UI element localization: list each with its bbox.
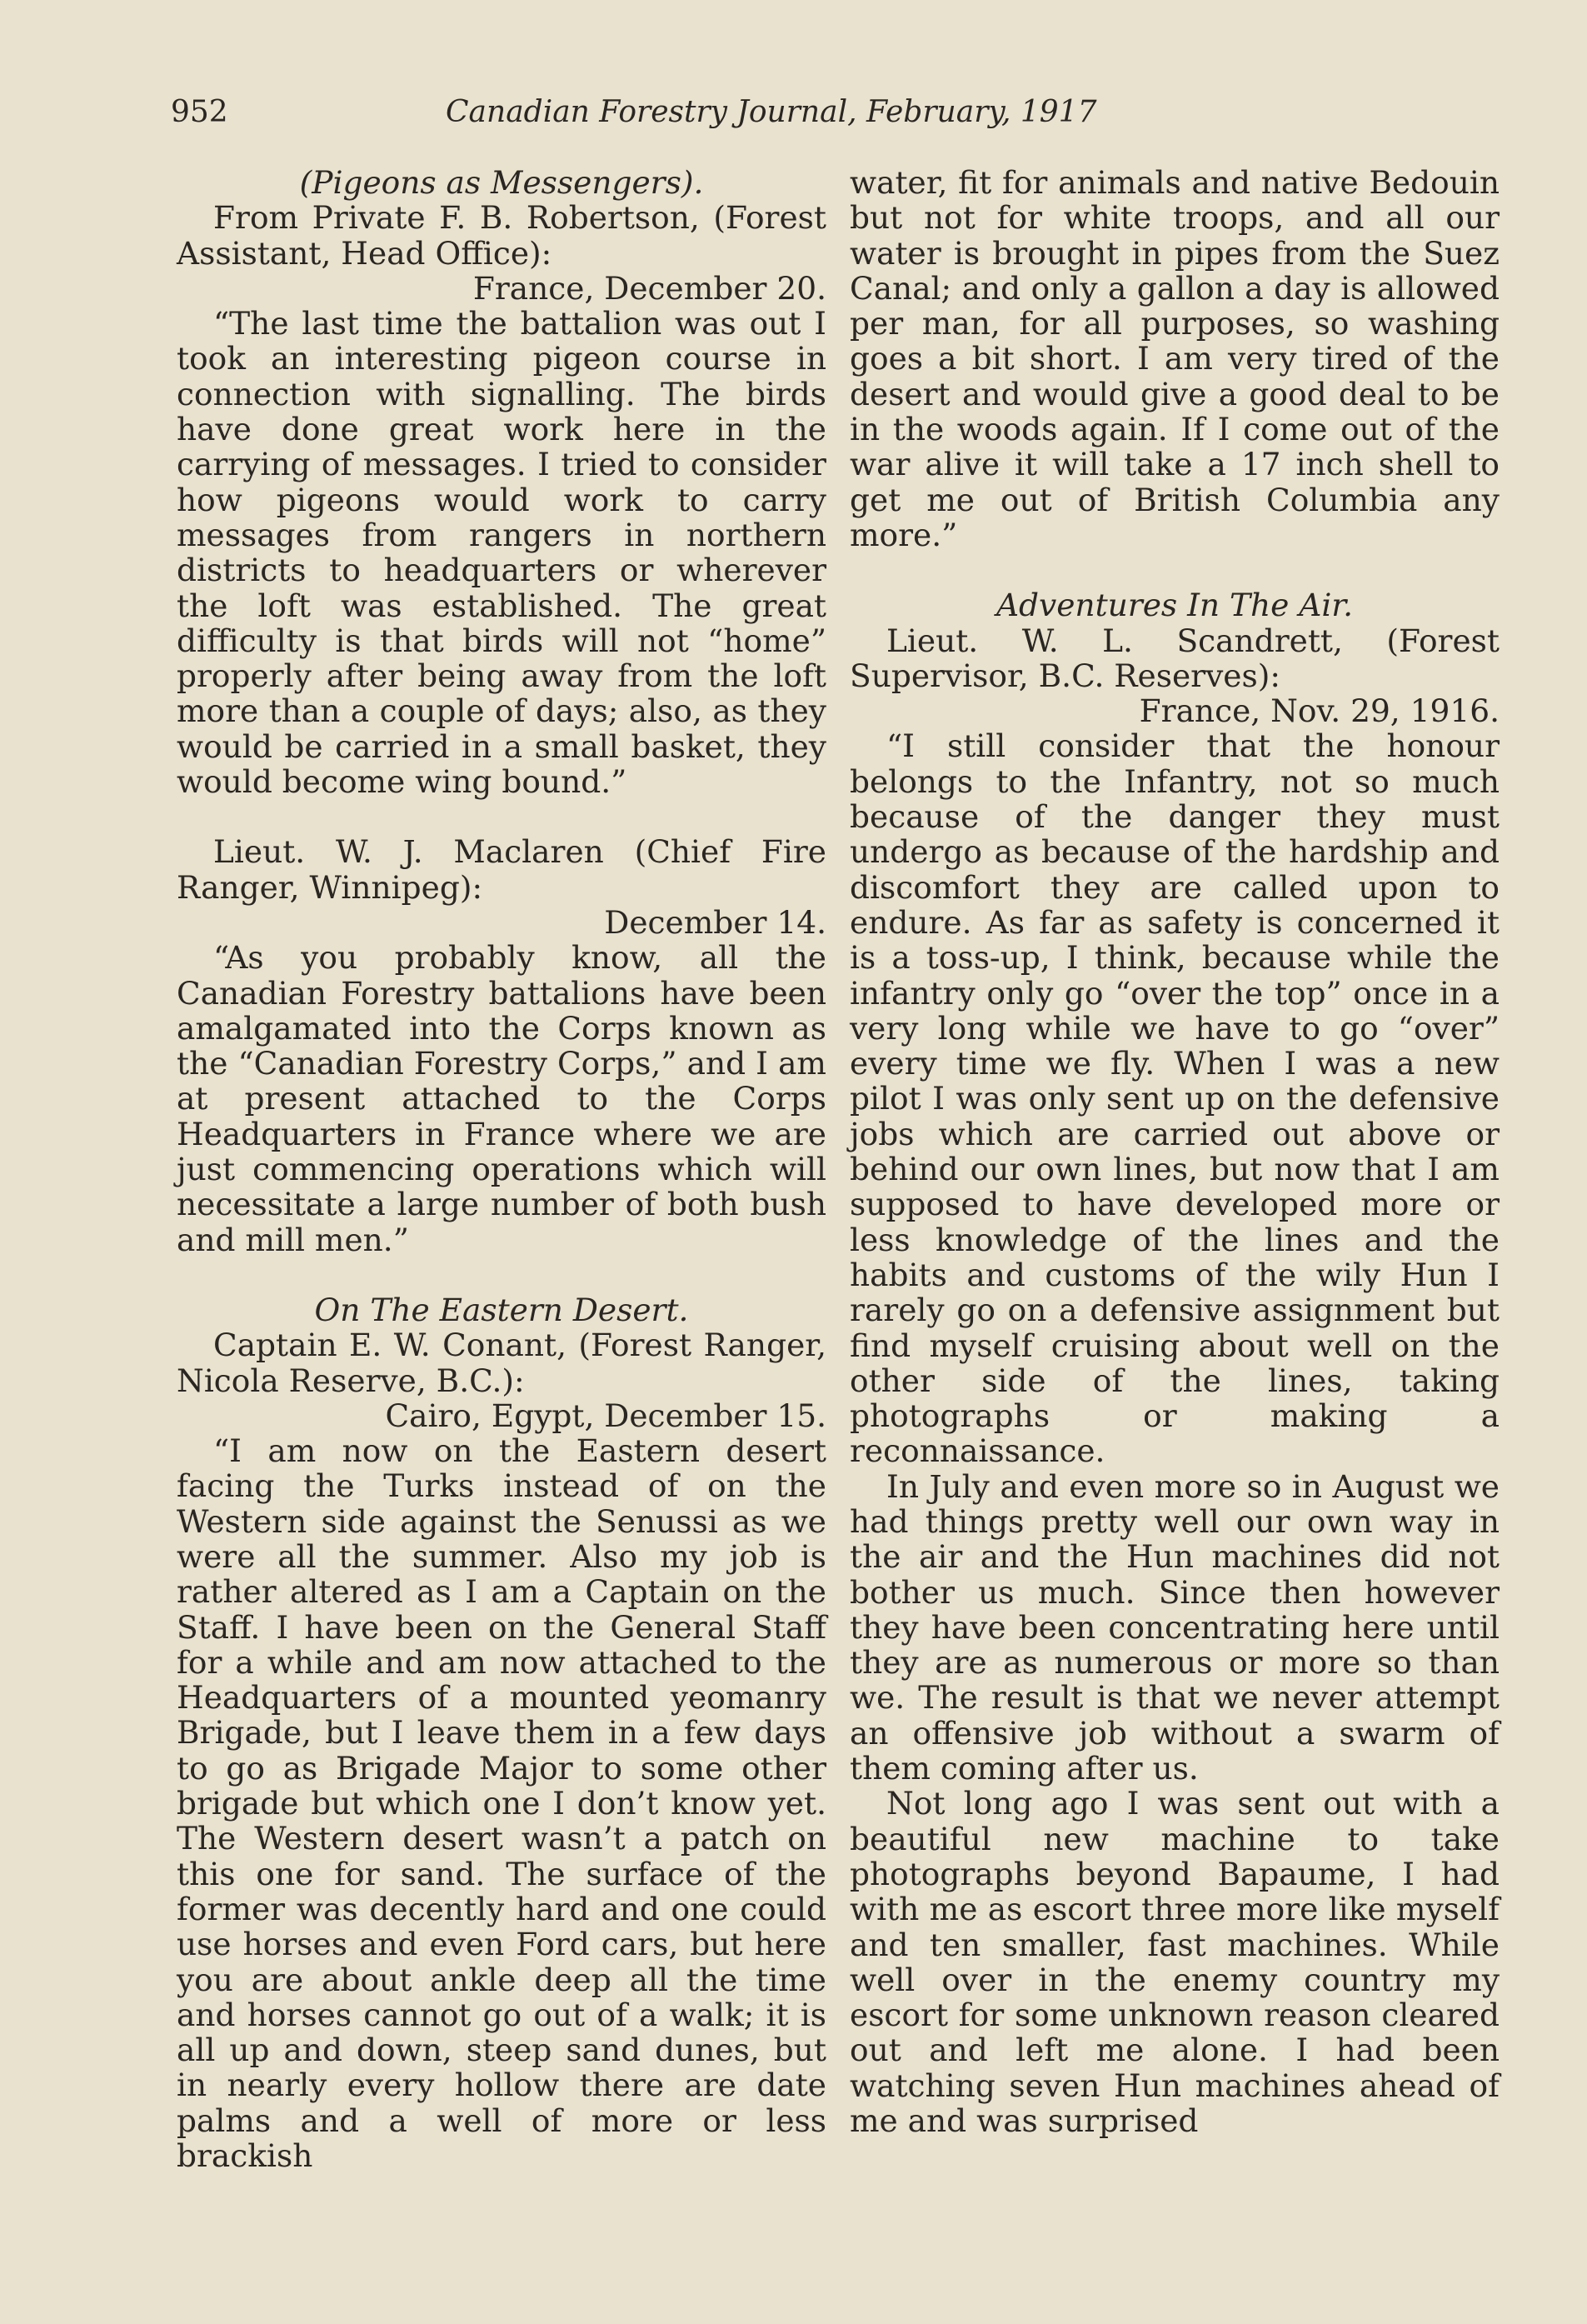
dateline-scandrett: France, Nov. 29, 1916.: [1139, 692, 1500, 730]
byline-scandrett: Lieut. W. L. Scandrett, (Forest Supervisor, B.C. Reserves):: [850, 622, 1500, 694]
dateline-conant: Cairo, Egypt, December 15.: [385, 1397, 826, 1434]
byline-robertson: From Private F. B. Robertson, (Forest Assistant, Head Office):: [177, 199, 826, 272]
section-title-pigeons: (Pigeons as Messengers).: [299, 164, 704, 201]
letter-scandrett-p3: Not long ago I was sent out with a beautiful new machine to take photographs beyond Bapaume, I had with me as escort three more like myself and ten smaller, fast machines. While well over in the enemy country my escort for some unknown reason cleared out and left me alone. I had been watching seven Hun machines ahead of me and was surprised: [850, 1785, 1500, 2140]
letter-scandrett-p2: In July and even more so in August we had things pretty well our own way in the air and the Hun machines did not bother us much. Since then however they have been concentrating here until they are as numerous or more so than we. The result is that we never attempt an offensive job without a swarm of them coming after us.: [850, 1467, 1500, 1787]
dateline-robertson: France, December 20.: [472, 269, 826, 307]
page-number: 952: [171, 95, 228, 129]
left-column: [177, 165, 826, 2173]
letter-maclaren: “As you probably know, all the Canadian Forestry battalions have been amalgamated into the Corps known as the “Canadian Forestry Corps,” and I am at present attached to the Corps Headquarters in France where we are just commencing operations which will necessitate a large number of both bush and mill men.”: [177, 939, 826, 1258]
section-title-adventures-air: Adventures In The Air.: [996, 587, 1354, 624]
section-title-eastern-desert: On The Eastern Desert.: [314, 1291, 689, 1328]
letter-conant: “I am now on the Eastern desert facing the Turks instead of on the Western side against the Senussi as we were all the summer. Also my job is rather altered as I am a Captain on the Staff. I have been on the General Staff for a while and am now attached to the Headquarters of a mounted yeomanry Brigade, but I leave them in a few days to go as Brigade Major to some other brigade but which one I don’t know yet. The Western desert wasn’t a patch on this one for sand. The surface of the former was decently hard and one could use horses and even Ford cars, but here you are about ankle deep all the time and horses cannot go out of a walk; it is all up and down, steep sand dunes, but in nearly every hollow there are date palms and a well of more or less brackish: [177, 1432, 826, 2175]
letter-conant-continued: water, fit for animals and native Bedouin but not for white troops, and all our water is brought in pipes from the Suez Canal; and only a gallon a day is allowed per man, for all purposes, so washing goes a bit short. I am very tired of the desert and would give a good deal to be in the woods again. If I come out of the war alive it will take a 17 inch shell to get me out of British Columbia any more.”: [850, 164, 1500, 553]
byline-maclaren: Lieut. W. J. Maclaren (Chief Fire Ranger, Winnipeg):: [177, 833, 826, 906]
letter-robertson: “The last time the battalion was out I took an interesting pigeon course in connection with signalling. The birds have done great work here in the carrying of messages. I tried to consider how pigeons would work to carry messages from rangers in northern districts to headquarters or wherever the loft was established. The great difficulty is that birds will not “home” properly after being away from the loft more than a couple of days; also, as they would be carried in a small basket, they would become wing bound.”: [177, 305, 826, 801]
byline-conant: Captain E. W. Conant, (Forest Ranger, Nicola Reserve, B.C.):: [177, 1327, 826, 1399]
dateline-maclaren: December 14.: [604, 903, 826, 941]
right-column: [850, 165, 1500, 2138]
letter-scandrett-p1: “I still consider that the honour belongs to the Infantry, not so much because of the danger they must undergo as because of the hardship and discomfort they are called upon to endure. As far as safety is concerned it is a toss-up, I think, because while the infantry only go “over the top” once in a very long while we have to go “over” every time we fly. When I was a new pilot I was only sent up on the defensive jobs which are carried out above or behind our own lines, but now that I am supposed to have developed more or less knowledge of the lines and the habits and customs of the wily Hun I rarely go on a defensive assignment but find myself cruising about well on the other side of the lines, taking photographs or making a reconnaissance.: [850, 727, 1500, 1470]
page-header: [171, 87, 1504, 137]
running-title: Canadian Forestry Journal, February, 1917: [446, 95, 1097, 129]
